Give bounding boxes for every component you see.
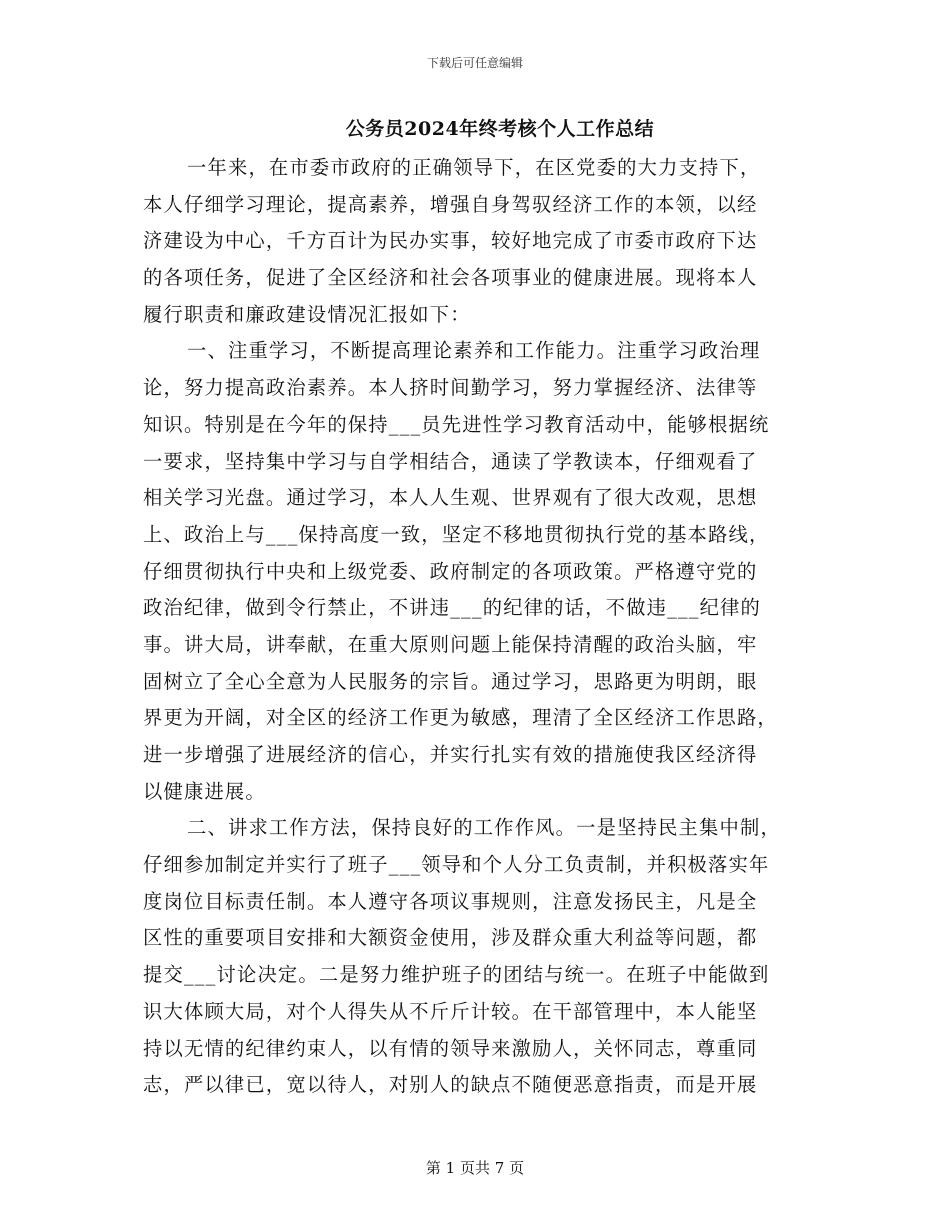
page-footer: 第 1 页共 7 页: [425, 1159, 525, 1177]
body-line: 志，严以律已，宽以待人，对别人的缺点不随便恶意指责，而是开展: [143, 1073, 758, 1097]
body-line: 仔细贯彻执行中央和上级党委、政府制定的各项政策。严格遵守党的: [143, 559, 758, 583]
body-line: 的各项任务，促进了全区经济和社会各项事业的健康进展。现将本人: [143, 266, 758, 290]
body-line: 二、讲求工作方法，保持良好的工作作风。一是坚持民主集中制，: [187, 816, 781, 840]
body-line: 相关学习光盘。通过学习，本人人生观、世界观有了很大改观，思想: [143, 486, 758, 510]
body-line: 持以无情的纪律约束人，以有情的领导来激励人，关怀同志，尊重同: [143, 1036, 758, 1060]
body-line: 提交___讨论决定。二是努力维护班子的团结与统一。在班子中能做到: [143, 963, 770, 987]
body-line: 履行职责和廉政建设情况汇报如下：: [143, 302, 471, 326]
body-line: 仔细参加制定并实行了班子___领导和个人分工负责制，并积极落实年: [143, 853, 770, 877]
document-body: [143, 150, 803, 1104]
body-line: 一要求，坚持集中学习与自学相结合，通读了学教读本，仔细观看了: [143, 449, 758, 473]
body-line: 以健康进展。: [143, 779, 266, 803]
body-line: 界更为开阔，对全区的经济工作更为敏感，理清了全区经济工作思路，: [143, 706, 778, 730]
body-line: 知识。特别是在今年的保持___员先进性学习教育活动中，能够根据统: [143, 412, 770, 436]
body-line: 事。讲大局，讲奉献，在重大原则问题上能保持清醒的政治头脑，牢: [143, 632, 758, 656]
body-line: 一年来，在市委市政府的正确领导下，在区党委的大力支持下，: [187, 156, 761, 179]
body-line: 上、政治上与___保持高度一致，坚定不移地贯彻执行党的基本路线，: [143, 522, 770, 546]
body-line: 济建设为中心，千方百计为民办实事，较好地完成了市委市政府下达: [143, 229, 758, 253]
body-line: 论，努力提高政治素养。本人挤时间勤学习，努力掌握经济、法律等: [143, 376, 758, 400]
body-line: 一、注重学习，不断提高理论素养和工作能力。注重学习政治理: [187, 339, 761, 363]
body-line: 固树立了全心全意为人民服务的宗旨。通过学习，思路更为明朗，眼: [143, 669, 758, 693]
body-line: 进一步增强了进展经济的信心，并实行扎实有效的措施使我区经济得: [143, 743, 758, 766]
body-line: 区性的重要项目安排和大额资金使用，涉及群众重大利益等问题，都: [143, 926, 758, 950]
header-note: 下载后可任意编辑: [426, 56, 523, 70]
body-line: 度岗位目标责任制。本人遵守各项议事规则，注意发扬民主，凡是全: [143, 889, 758, 913]
body-line: 本人仔细学习理论，提高素养，增强自身驾驭经济工作的本领，以经: [143, 192, 758, 216]
body-line: 识大体顾大局，对个人得失从不斤斤计较。在干部管理中，本人能坚: [143, 999, 758, 1023]
document-title: 公务员2024年终考核个人工作总结: [345, 118, 655, 140]
body-line: 政治纪律，做到令行禁止，不讲违___的纪律的话，不做违___纪律的: [143, 596, 762, 620]
